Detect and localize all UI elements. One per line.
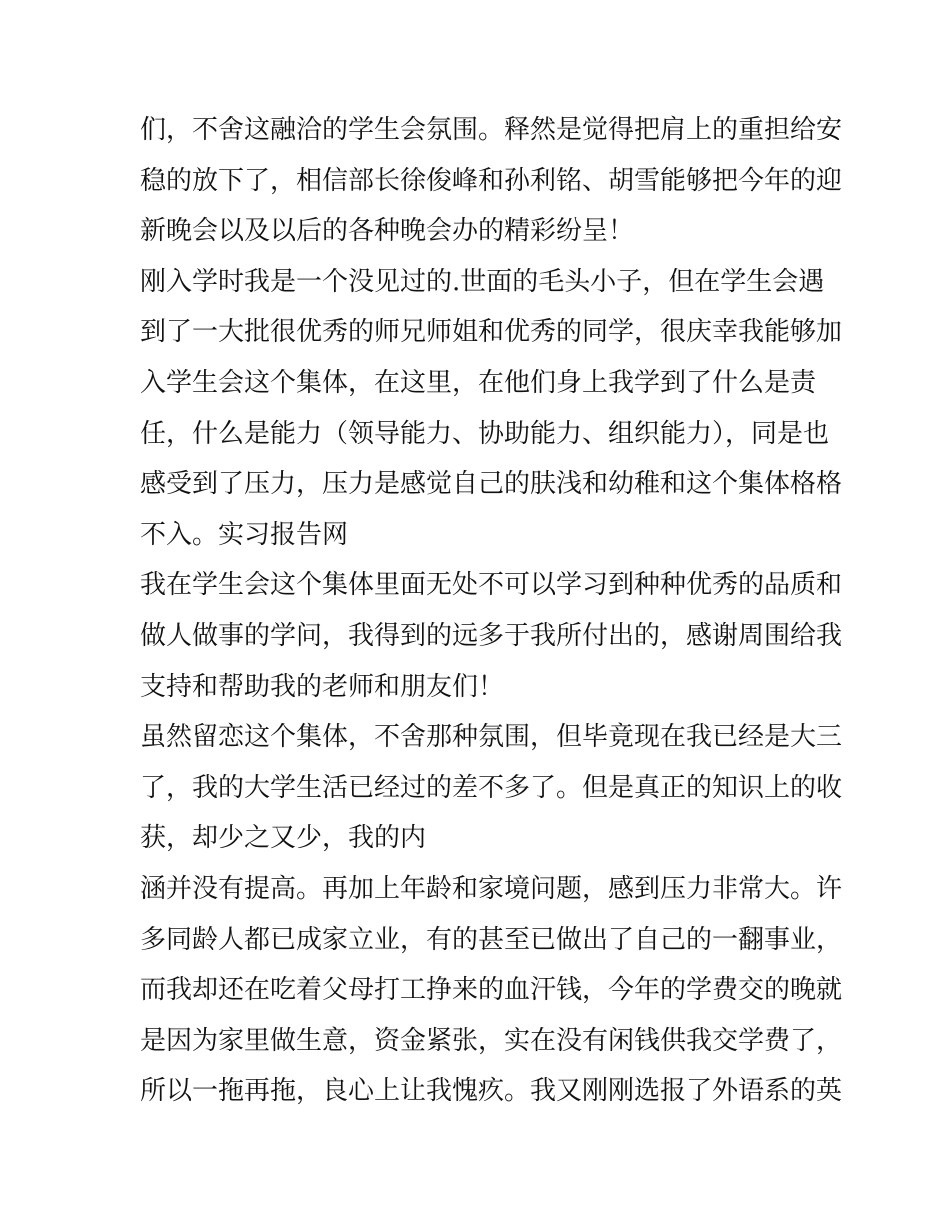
text-line: 支持和帮助我的老师和朋友们！ [140, 671, 505, 702]
text-line: 感受到了压力，压力是感觉自己的肤浅和幼稚和这个集体格格 [140, 469, 843, 500]
text-line: 多同龄人都已成家立业，有的甚至已做出了自己的一翻事业， [140, 924, 843, 955]
text-line: 任，什么是能力（领导能力、协助能力、组织能力），同是也 [140, 418, 830, 449]
text-line: 虽然留恋这个集体，不舍那种氛围，但毕竟现在我已经是大三 [140, 722, 843, 753]
text-line: 到了一大批很优秀的师兄师姐和优秀的同学，很庆幸我能够加 [140, 317, 843, 348]
text-line: 而我却还在吃着父母打工挣来的血汗钱，今年的学费交的晚就 [140, 975, 843, 1006]
text-line: 新晚会以及以后的各种晚会办的精彩纷呈！ [140, 216, 635, 247]
body-text [140, 105, 843, 1117]
text-line: 做人做事的学问，我得到的远多于我所付出的，感谢周围给我 [140, 620, 843, 651]
text-line: 所以一拖再拖，良心上让我愧疚。我又刚刚选报了外语系的英 [140, 1076, 843, 1107]
text-line: 我在学生会这个集体里面无处不可以学习到种种优秀的品质和 [140, 570, 843, 601]
text-line: 不入。实习报告网 [140, 519, 349, 550]
text-line: 获，却少之又少，我的内 [140, 823, 427, 854]
text-line: 刚入学时我是一个没见过的.世面的毛头小子，但在学生会遇 [140, 266, 825, 297]
text-line: 入学生会这个集体，在这里，在他们身上我学到了什么是责 [140, 367, 817, 398]
text-line: 稳的放下了，相信部长徐俊峰和孙利铭、胡雪能够把今年的迎 [140, 165, 843, 196]
text-line: 涵并没有提高。再加上年龄和家境问题，感到压力非常大。许 [140, 873, 843, 904]
text-line: 了，我的大学生活已经过的差不多了。但是真正的知识上的收 [140, 772, 843, 803]
text-line: 是因为家里做生意，资金紧张，实在没有闲钱供我交学费了， [140, 1025, 843, 1056]
text-line: 们，不舍这融洽的学生会氛围。释然是觉得把肩上的重担给安 [140, 115, 843, 145]
